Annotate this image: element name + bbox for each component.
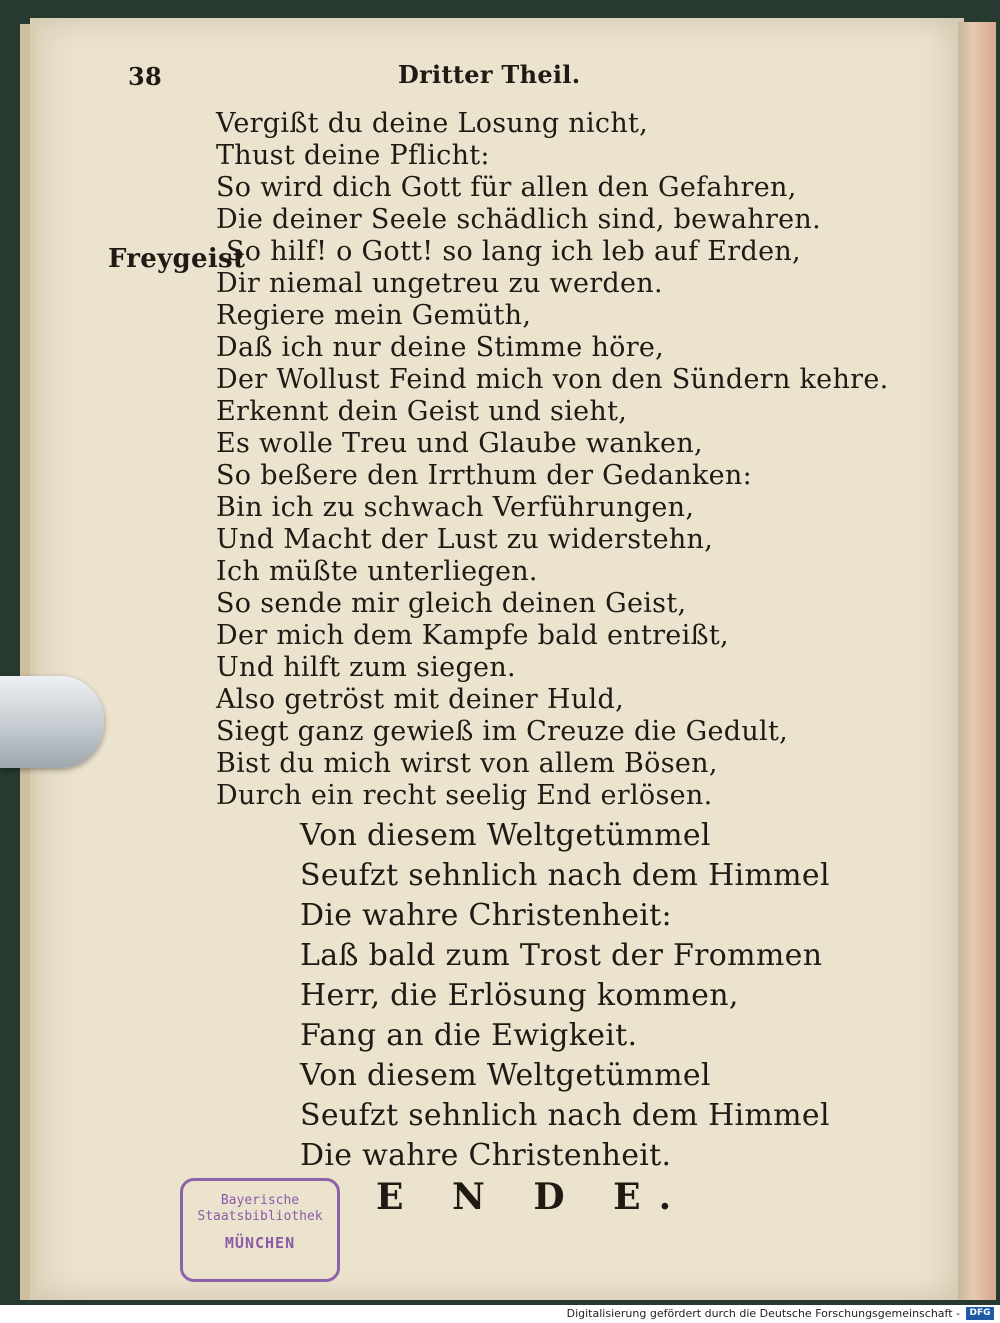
verse-line: Siegt ganz gewieß im Creuze die Gedult, bbox=[216, 716, 789, 747]
stanza-line: Herr, die Erlösung kommen, bbox=[300, 978, 739, 1013]
stanza-line: Von diesem Weltgetümmel bbox=[300, 818, 711, 853]
verse-line: Die deiner Seele schädlich sind, bewahren. bbox=[216, 204, 822, 235]
verse-line: Regiere mein Gemüth, bbox=[216, 300, 532, 331]
stanza-line: Fang an die Ewigkeit. bbox=[300, 1018, 638, 1053]
running-head: Dritter Theil. bbox=[398, 60, 581, 89]
page-edge bbox=[958, 22, 996, 1300]
verse-line: Vergißt du deine Losung nicht, bbox=[216, 108, 649, 139]
stanza-line: Seufzt sehnlich nach dem Himmel bbox=[300, 1098, 830, 1133]
verse-line: Also getröst mit deiner Huld, bbox=[216, 684, 624, 715]
ende-text: E N D E. bbox=[376, 1176, 690, 1218]
verse-line: So hilf! o Gott! so lang ich leb auf Erden, bbox=[226, 236, 801, 267]
verse-line: So sende mir gleich deinen Geist, bbox=[216, 588, 687, 619]
dfg-logo: DFG bbox=[966, 1307, 994, 1320]
stamp-line: Staatsbibliothek bbox=[197, 1209, 323, 1224]
verse-line: Dir niemal ungetreu zu werden. bbox=[216, 268, 663, 299]
verse-line: Und Macht der Lust zu widerstehn, bbox=[216, 524, 714, 555]
verse-line: Durch ein recht seelig End erlösen. bbox=[216, 780, 713, 811]
page-number: 38 bbox=[128, 62, 162, 91]
verse-line: Erkennt dein Geist und sieht, bbox=[216, 396, 628, 427]
stamp-line: Bayerische bbox=[220, 1193, 300, 1208]
stanza-line: Von diesem Weltgetümmel bbox=[300, 1058, 711, 1093]
stanza-line: Die wahre Christenheit: bbox=[300, 898, 672, 933]
verse-line: Der Wollust Feind mich von den Sündern kehre. bbox=[216, 364, 889, 395]
verse-line: Bist du mich wirst von allem Bösen, bbox=[216, 748, 718, 779]
library-stamp bbox=[180, 1178, 340, 1282]
stanza-line: Die wahre Christenheit. bbox=[300, 1138, 672, 1173]
verse-line: Es wolle Treu und Glaube wanken, bbox=[216, 428, 703, 459]
page-clip bbox=[0, 676, 104, 768]
verse-line: Thust deine Pflicht: bbox=[216, 140, 490, 171]
stamp-city: MÜNCHEN bbox=[224, 1234, 296, 1252]
verse-line: Daß ich nur deine Stimme höre, bbox=[216, 332, 665, 363]
verse-line: Ich müßte unterliegen. bbox=[216, 556, 538, 587]
stanza-line: Seufzt sehnlich nach dem Himmel bbox=[300, 858, 830, 893]
verse-line: Bin ich zu schwach Verführungen, bbox=[216, 492, 695, 523]
verse-line: So wird dich Gott für allen den Gefahren, bbox=[216, 172, 797, 203]
verse-line: So beßere den Irrthum der Gedanken: bbox=[216, 460, 752, 491]
speaker-label: Freygeist bbox=[108, 244, 246, 274]
footer-credit: Digitalisierung gefördert durch die Deutsche Forschungsgemeinschaft - bbox=[566, 1307, 960, 1320]
stanza-line: Laß bald zum Trost der Frommen bbox=[300, 938, 823, 973]
verse-line: Der mich dem Kampfe bald entreißt, bbox=[216, 620, 729, 651]
footer-bar bbox=[0, 1305, 1000, 1323]
verse-line: Und hilft zum siegen. bbox=[216, 652, 516, 683]
